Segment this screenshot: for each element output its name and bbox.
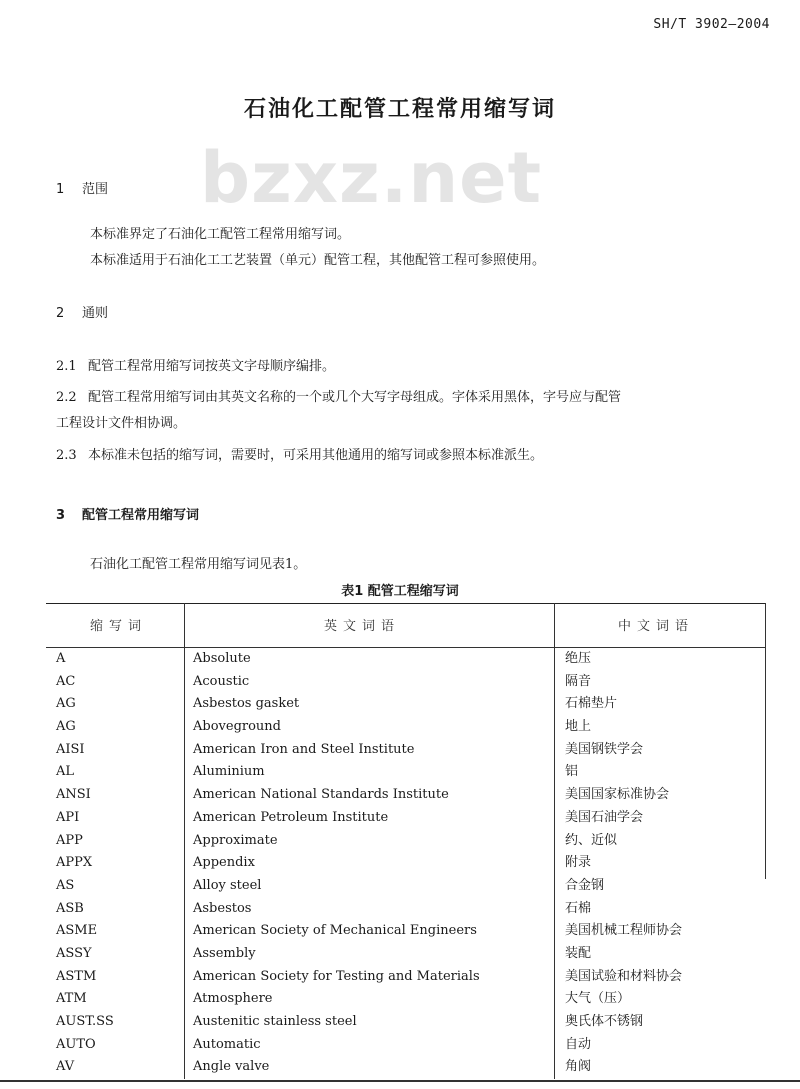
table-row (46, 761, 766, 784)
section-title: 配管工程常用缩写词 (82, 508, 200, 523)
abbreviation-cell: AG (56, 719, 76, 735)
abbreviation-cell: API (56, 809, 80, 825)
english-term-cell: American Iron and Steel Institute (193, 741, 415, 757)
chinese-term-cell: 装配 (565, 945, 592, 961)
chinese-term-cell: 绝压 (565, 651, 592, 666)
table-row (46, 1011, 766, 1034)
abbreviation-cell: ASTM (56, 968, 97, 984)
page-bottom-rule (0, 1080, 800, 1082)
chinese-term-cell: 美国试验和材料协会 (565, 968, 683, 984)
chinese-term-cell: 地上 (565, 719, 592, 735)
rule-text: 配管工程常用缩写词由其英文名称的一个或几个大写字母组成。字体采用黑体，字号应与配管 (88, 390, 622, 405)
table-row (46, 784, 766, 807)
chinese-term-cell: 合金钢 (565, 877, 605, 893)
chinese-term-cell: 角阀 (565, 1059, 592, 1075)
chinese-term-cell: 附录 (565, 855, 592, 871)
abbreviation-cell: AV (56, 1059, 75, 1075)
chinese-term-cell: 美国机械工程师协会 (565, 923, 683, 939)
abbreviation-cell: AL (56, 764, 75, 780)
table-top-rule (46, 603, 766, 604)
english-term-cell: Assembly (193, 945, 256, 961)
table-caption: 表1 配管工程缩写词 (341, 584, 459, 599)
document-title: 石油化工配管工程常用缩写词 (243, 97, 556, 122)
rule-paragraph (56, 447, 543, 465)
scope-paragraph: 本标准适用于石油化工工艺装置（单元）配管工程，其他配管工程可参照使用。 (90, 253, 546, 268)
scope-paragraph: 本标准界定了石油化工配管工程常用缩写词。 (90, 227, 351, 242)
english-term-cell: American National Standards Institute (193, 787, 449, 803)
table-row (46, 807, 766, 830)
table-row (46, 671, 766, 694)
abbreviation-cell: AS (56, 877, 75, 893)
english-term-cell: Angle valve (193, 1059, 270, 1075)
chinese-term-cell: 约、近似 (565, 832, 618, 848)
english-term-cell: Aboveground (193, 719, 282, 735)
table-row (46, 943, 766, 966)
table-row (46, 1056, 766, 1079)
abbreviation-cell: AC (56, 673, 76, 689)
abbreviation-cell: AG (56, 696, 76, 712)
chinese-term-cell: 自动 (565, 1036, 592, 1052)
abbreviation-cell: ASME (56, 923, 98, 939)
english-term-cell: Austenitic stainless steel (193, 1014, 357, 1029)
chinese-term-cell: 石棉 (565, 900, 592, 916)
abbreviation-cell: ANSI (56, 787, 91, 803)
table-row (46, 988, 766, 1011)
abbreviation-cell: ASB (56, 900, 84, 916)
rule-text: 本标准未包括的缩写词，需要时，可采用其他通用的缩写词或参照本标准派生。 (88, 448, 544, 463)
abbreviation-cell: APP (56, 832, 83, 848)
chinese-term-cell: 铝 (565, 764, 579, 780)
table-body (46, 648, 766, 1079)
abbreviation-cell: ATM (56, 991, 87, 1007)
english-term-cell: Acoustic (193, 673, 250, 689)
rule-number: 2.3 (56, 448, 77, 463)
abbreviation-cell: AUST.SS (56, 1014, 114, 1029)
abbreviation-table (46, 603, 766, 1079)
chinese-term-cell: 奥氏体不锈钢 (565, 1014, 644, 1029)
english-term-cell: Asbestos (193, 900, 252, 916)
header-abbreviation: 缩写词 (90, 619, 148, 634)
chinese-term-cell: 美国石油学会 (565, 809, 644, 825)
english-term-cell: American Petroleum Institute (193, 809, 389, 825)
english-term-cell: Absolute (193, 651, 251, 666)
rule-number: 2.2 (56, 390, 77, 405)
english-term-cell: Atmosphere (193, 991, 273, 1007)
table-row (46, 693, 766, 716)
table-row (46, 1034, 766, 1057)
rule-paragraph-continuation: 工程设计文件相协调。 (56, 416, 187, 431)
chinese-term-cell: 石棉垫片 (565, 696, 618, 712)
rule-text: 配管工程常用缩写词按英文字母顺序编排。 (88, 359, 336, 374)
standard-code: SH/T 3902—2004 (653, 17, 770, 32)
chinese-term-cell: 美国国家标准协会 (565, 787, 670, 803)
table-row (46, 648, 766, 671)
section-heading-general (56, 302, 108, 321)
rule-paragraph (56, 358, 335, 376)
table-row (46, 875, 766, 898)
table-row (46, 966, 766, 989)
abbreviation-cell: AUTO (56, 1036, 96, 1052)
header-chinese-term: 中文词语 (618, 619, 695, 634)
table-row (46, 830, 766, 853)
english-term-cell: Approximate (193, 832, 278, 848)
rule-paragraph (56, 389, 621, 407)
english-term-cell: Automatic (193, 1036, 261, 1052)
section-title: 通则 (82, 306, 109, 321)
section-number: 3 (56, 508, 66, 523)
table-row (46, 716, 766, 739)
english-term-cell: American Society of Mechanical Engineers (193, 923, 477, 939)
rule-number: 2.1 (56, 359, 77, 374)
english-term-cell: Alloy steel (193, 877, 262, 893)
chinese-term-cell: 隔音 (565, 673, 592, 689)
table-row (46, 920, 766, 943)
watermark: bzxz.net (200, 137, 543, 219)
section-title: 范围 (82, 182, 109, 197)
chinese-term-cell: 大气（压） (565, 991, 631, 1007)
section-heading-abbreviations (56, 504, 199, 523)
section-number: 2 (56, 306, 65, 321)
english-term-cell: Aluminium (193, 764, 265, 780)
chinese-term-cell: 美国钢铁学会 (565, 741, 644, 757)
abbreviation-cell: A (56, 651, 66, 666)
english-term-cell: Appendix (193, 855, 255, 871)
table-row (46, 739, 766, 762)
abbreviation-cell: AISI (56, 741, 85, 757)
english-term-cell: Asbestos gasket (193, 696, 300, 712)
abbreviation-cell: APPX (56, 855, 93, 871)
section-heading-scope (56, 178, 108, 197)
english-term-cell: American Society for Testing and Materials (193, 968, 480, 984)
table-intro: 石油化工配管工程常用缩写词见表1。 (90, 557, 307, 572)
abbreviation-cell: ASSY (56, 945, 92, 961)
table-row (46, 852, 766, 875)
header-english-term: 英文词语 (324, 619, 401, 634)
section-number: 1 (56, 182, 65, 197)
table-row (46, 898, 766, 921)
